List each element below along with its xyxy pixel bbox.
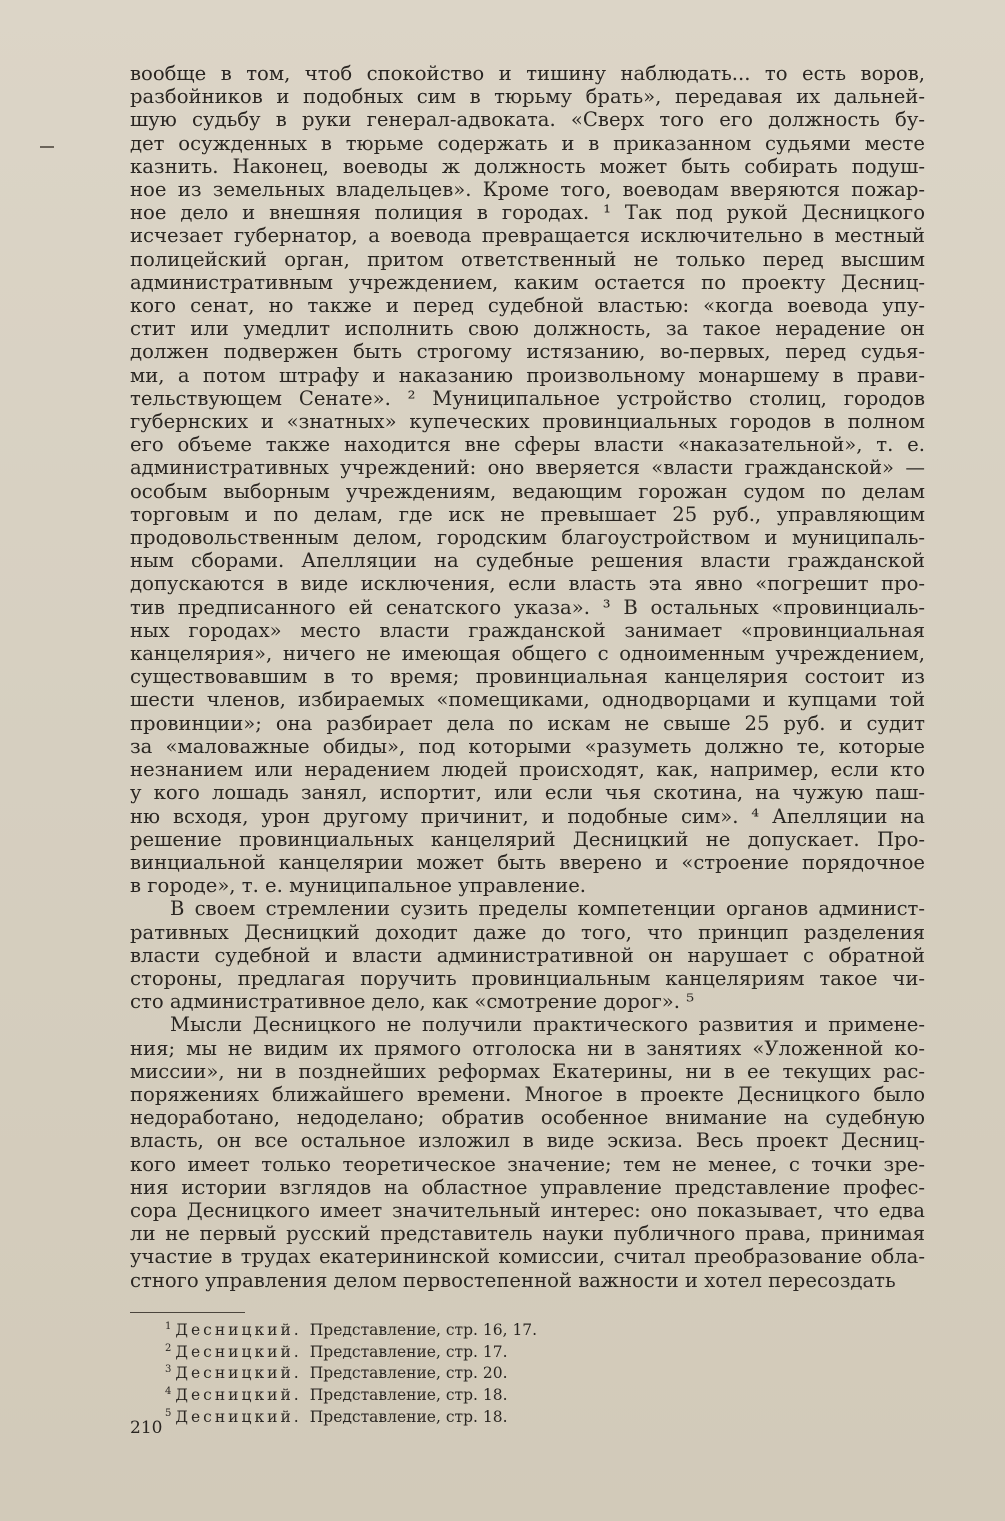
text-line: кого имеет только теоретическое значение; тем не менее, с точки зре- xyxy=(130,1152,925,1176)
text-line: власти судебной и власти административной он нарушает с обратной xyxy=(130,943,925,967)
text-line: губернских и «знатных» купеческих провинциальных городов в полном xyxy=(130,410,925,434)
text-line: Мысли Десницкого не получили практического развития и примене- xyxy=(170,1013,925,1037)
text-line: винциальной канцелярии может быть вверено и «строение порядочное xyxy=(130,850,925,874)
text-line: казнить. Наконец, воеводы ж должность может быть собирать подуш- xyxy=(130,154,925,178)
body-text xyxy=(130,62,925,1292)
text-line: участие в трудах екатерининской комиссии, считал преобразование обла- xyxy=(130,1245,925,1269)
text-line: сора Десницкого имеет значительный интерес: оно показывает, что едва xyxy=(130,1198,925,1222)
text-line: ния истории взглядов на областное управление представление профес- xyxy=(130,1175,925,1199)
footnote-separator xyxy=(130,1312,245,1313)
text-line: вообще в том, чтоб спокойство и тишину наблюдать... то есть воров, xyxy=(130,62,925,85)
text-line: сто административное дело, как «смотрение дорог». ⁵ xyxy=(130,990,695,1014)
footnote-number: 5 xyxy=(165,1407,172,1419)
text-line: полицейский орган, притом ответственный не только перед высшим xyxy=(130,247,925,271)
text-line: В своем стремлении сузить пределы компетенции органов админист- xyxy=(170,897,925,921)
footnote-author: Десницкий. xyxy=(175,1364,302,1383)
text-line: миссии», ни в позднейших реформах Екатерины, ни в ее текущих рас- xyxy=(130,1059,925,1083)
text-line: тив предписанного ей сенатского указа». ³ В остальных «провинциаль- xyxy=(130,595,925,619)
text-line: ным сборами. Апелляции на судебные решения власти гражданской xyxy=(130,549,925,573)
text-line: административных учреждений: оно вверяется «власти гражданской» — xyxy=(130,456,925,480)
text-line: власть, он все остальное изложил в виде эскиза. Весь проект Десниц- xyxy=(130,1129,925,1153)
footnote-reference: Представление, стр. 17. xyxy=(309,1342,508,1361)
footnote-author: Десницкий. xyxy=(175,1407,302,1426)
footnote-reference: Представление, стр. 20. xyxy=(309,1364,508,1383)
footnote xyxy=(165,1340,665,1362)
footnote-reference: Представление, стр. 18. xyxy=(309,1407,508,1426)
text-line: ми, а потом штрафу и наказанию произвольному монаршему в прави- xyxy=(130,363,925,387)
footnote-number: 4 xyxy=(165,1385,172,1397)
text-line: ративных Десницкий доходит даже до того, что принцип разделения xyxy=(130,920,925,944)
footnote-reference: Представление, стр. 16, 17. xyxy=(309,1321,538,1340)
text-line: шести членов, избираемых «помещиками, однодворцами и купцами той xyxy=(130,688,925,712)
text-line: стороны, предлагая поручить провинциальным канцеляриям такое чи- xyxy=(130,966,925,990)
text-line: дет осужденных в тюрьме содержать и в приказанном судьями месте xyxy=(130,131,925,155)
text-line: провинции»; она разбирает дела по искам не свыше 25 руб. и судит xyxy=(130,711,925,735)
text-line: стит или умедлит исполнить свою должность, за такое нерадение он xyxy=(130,317,925,341)
text-line: существовавшим в то время; провинциальная канцелярия состоит из xyxy=(130,665,925,689)
text-line: ли не первый русский представитель науки публичного права, принимая xyxy=(130,1222,925,1246)
footnote-number: 2 xyxy=(165,1342,172,1354)
text-line: тельствующем Сенате». ² Муниципальное устройство столиц, городов xyxy=(130,386,925,410)
text-line: административным учреждением, каким остается по проекту Десниц- xyxy=(130,270,925,294)
text-line: его объеме также находится вне сферы власти «наказательной», т. е. xyxy=(130,433,925,457)
text-line: продовольственным делом, городским благоустройством и муниципаль- xyxy=(130,526,925,550)
text-line: незнанием или нерадением людей происходят, как, например, если кто xyxy=(130,758,925,782)
text-line: поряжениях ближайшего времени. Многое в проекте Десницкого было xyxy=(130,1082,925,1106)
footnote-author: Десницкий. xyxy=(175,1342,302,1361)
text-line: у кого лошадь занял, испортит, или если чья скотина, на чужую паш- xyxy=(130,781,925,805)
paragraph xyxy=(130,897,925,1013)
footnote-author: Десницкий. xyxy=(175,1321,302,1340)
text-line: недоработано, недоделано; обратив особенное внимание на судебную xyxy=(130,1106,925,1130)
text-line: ных городах» место власти гражданской занимает «провинциальная xyxy=(130,618,925,642)
footnote-number: 1 xyxy=(165,1321,172,1332)
text-line: ное из земельных владельцев». Кроме того, воеводам вверяются пожар- xyxy=(130,178,925,202)
page-number: 210 xyxy=(130,1418,163,1438)
text-line: разбойников и подобных сим в тюрьму брать», передавая их дальней- xyxy=(130,85,925,109)
footnote xyxy=(165,1383,665,1405)
text-line: за «маловажные обиды», под которыми «разуметь должно те, которые xyxy=(130,734,925,758)
text-line: исчезает губернатор, а воевода превращается исключительно в местный xyxy=(130,224,925,248)
text-line: стного управления делом первостепенной важности и хотел пересоздать xyxy=(130,1268,896,1292)
margin-mark xyxy=(40,146,54,148)
footnote xyxy=(165,1318,665,1340)
text-line: ню всходя, урон другому причинит, и подобные сим». ⁴ Апелляции на xyxy=(130,804,925,828)
footnote xyxy=(165,1405,665,1427)
footnotes xyxy=(165,1318,665,1426)
text-line: шую судьбу в руки генерал-адвоката. «Сверх того его должность бу- xyxy=(130,108,925,132)
text-line: должен подвержен быть строгому истязанию, во-первых, перед судья- xyxy=(130,340,925,364)
text-line: канцелярия», ничего не имеющая общего с одноименным учреждением, xyxy=(130,642,925,666)
text-line: решение провинциальных канцелярий Десницкий не допускает. Про- xyxy=(130,827,925,851)
footnote xyxy=(165,1361,665,1383)
text-line: в городе», т. е. муниципальное управление. xyxy=(130,874,587,898)
text-line: особым выборным учреждениям, ведающим горожан судом по делам xyxy=(130,479,925,503)
paragraph xyxy=(130,1013,925,1291)
text-line: кого сенат, но также и перед судебной властью: «когда воевода упу- xyxy=(130,294,925,318)
text-line: ния; мы не видим их прямого отголоска ни в занятиях «Уложенной ко- xyxy=(130,1036,925,1060)
text-line: торговым и по делам, где иск не превышает 25 руб., управляющим xyxy=(130,502,925,526)
footnote-author: Десницкий. xyxy=(175,1386,302,1405)
footnote-reference: Представление, стр. 18. xyxy=(309,1386,508,1405)
text-line: ное дело и внешняя полиция в городах. ¹ Так под рукой Десницкого xyxy=(130,201,925,225)
text-line: допускаются в виде исключения, если власть эта явно «погрешит про- xyxy=(130,572,925,596)
paragraph xyxy=(130,62,925,897)
footnote-number: 3 xyxy=(165,1364,172,1376)
